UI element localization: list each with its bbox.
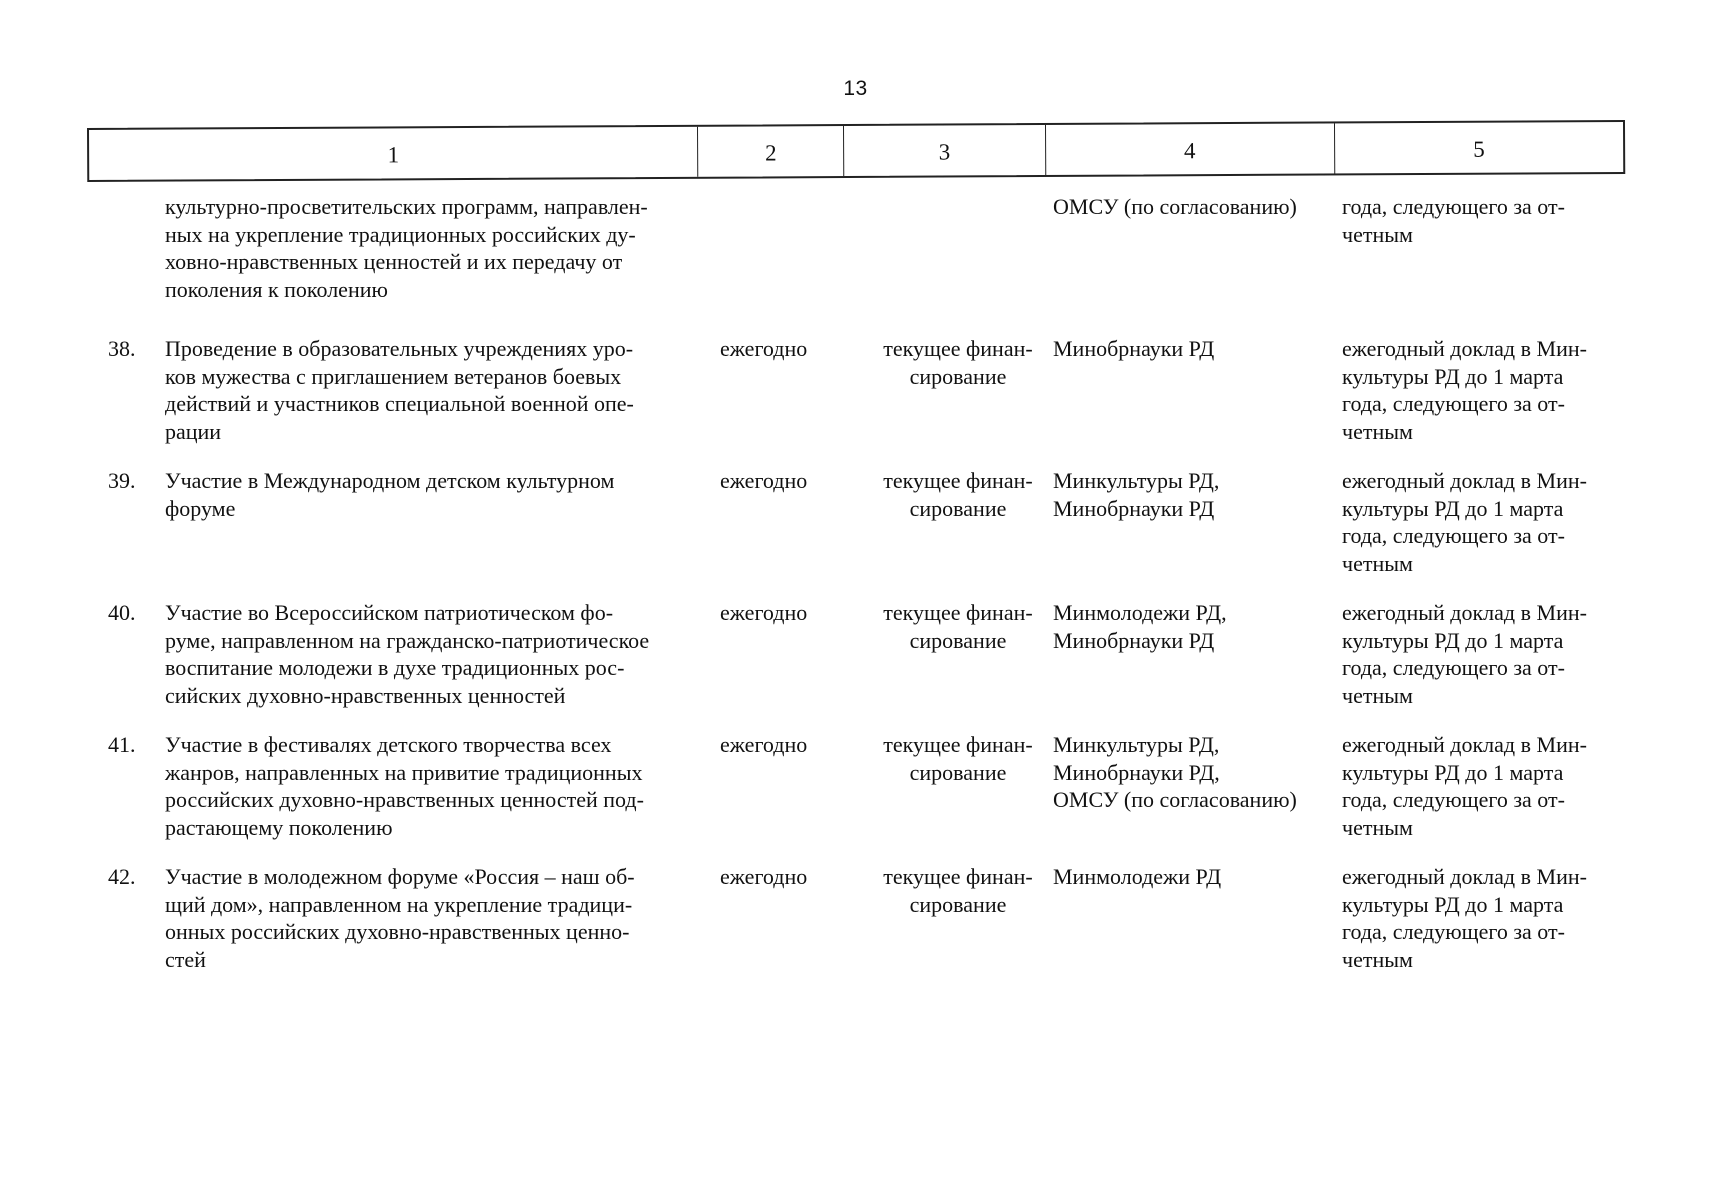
row-description: Участие в Международном детском культурном форуме — [165, 468, 615, 521]
row-executor: ОМСУ (по согласованию) — [1053, 194, 1297, 219]
row-period: ежегодно — [720, 732, 808, 757]
row-number: 40. — [108, 600, 136, 625]
row-period: ежегодно — [720, 336, 808, 361]
header-column-2: 2 — [698, 126, 844, 177]
row-executor: Минмолодежи РД — [1053, 864, 1222, 889]
row-financing: текущее финан- сирование — [883, 732, 1033, 785]
row-financing: текущее финан- сирование — [883, 468, 1033, 521]
row-executor: Минкультуры РД, Минобрнауки РД, ОМСУ (по согласованию) — [1053, 732, 1297, 812]
row-description: Участие в фестивалях детского творчества всех жанров, направленных на привитие традиционных российских духовно-нравственных ценностей под- растающему поколению — [165, 732, 644, 840]
row-report: ежегодный доклад в Мин- культуры РД до 1 марта года, следующего за от- четным — [1342, 468, 1587, 576]
page-number: 13 — [843, 77, 868, 100]
row-period: ежегодно — [720, 864, 808, 889]
row-executor: Минмолодежи РД, Минобрнауки РД — [1053, 600, 1227, 653]
row-description: Участие в молодежном форуме «Россия – наш об- щий дом», направленном на укрепление традици- онных российских духовно-нравственных ценно- стей — [165, 864, 635, 972]
row-description: Проведение в образовательных учреждениях уро- ков мужества с приглашением ветеранов боевых действий и участников специальной военной опе- рации — [165, 336, 634, 444]
row-number: 42. — [108, 864, 136, 889]
row-financing: текущее финан- сирование — [883, 600, 1033, 653]
row-executor: Минобрнауки РД — [1053, 336, 1215, 361]
header-column-1: 1 — [89, 127, 699, 180]
row-report: ежегодный доклад в Мин- культуры РД до 1 марта года, следующего за от- четным — [1342, 732, 1587, 840]
row-number: 41. — [108, 732, 136, 757]
header-column-4: 4 — [1045, 123, 1335, 175]
row-report: года, следующего за от- четным — [1342, 194, 1565, 247]
row-financing: текущее финан- сирование — [883, 864, 1033, 917]
header-column-5: 5 — [1473, 136, 1485, 162]
row-description: культурно-просветительских программ, направлен- ных на укрепление традиционных российских ду- ховно-нравственных ценностей и их передачу от поколения к поколению — [165, 194, 648, 302]
row-period: ежегодно — [720, 600, 808, 625]
row-number: 38. — [108, 336, 136, 361]
row-financing: текущее финан- сирование — [883, 336, 1033, 389]
row-description: Участие во Всероссийском патриотическом фо- руме, направленном на гражданско-патриотическое воспитание молодежи в духе традиционных рос- сийских духовно-нравственных ценностей — [165, 600, 650, 708]
row-report: ежегодный доклад в Мин- культуры РД до 1 марта года, следующего за от- четным — [1342, 864, 1587, 972]
row-executor: Минкультуры РД, Минобрнауки РД — [1053, 468, 1220, 521]
row-report: ежегодный доклад в Мин- культуры РД до 1 марта года, следующего за от- четным — [1342, 600, 1587, 708]
header-column-3: 3 — [844, 125, 1046, 176]
row-period: ежегодно — [720, 468, 808, 493]
row-number: 39. — [108, 468, 136, 493]
row-report: ежегодный доклад в Мин- культуры РД до 1 марта года, следующего за от- четным — [1342, 336, 1587, 444]
